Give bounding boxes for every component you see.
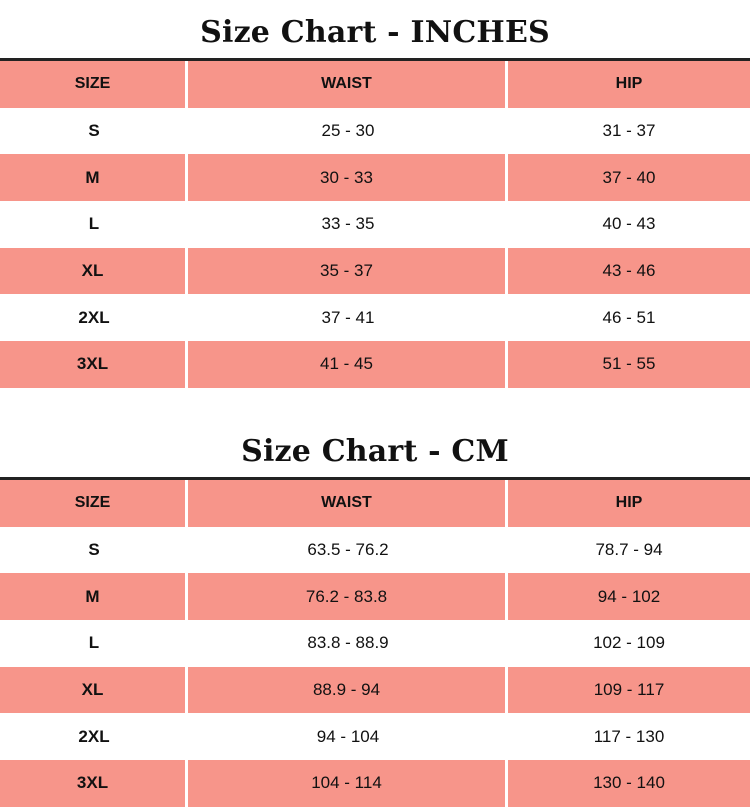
cm-chart-title: Size Chart - CM [241, 433, 509, 469]
size-cell: XL [0, 248, 185, 295]
header-hip: HIP [508, 61, 750, 108]
size-cell: L [88, 214, 100, 234]
table-row [0, 154, 750, 201]
table-row [0, 527, 750, 574]
size-cell: S [88, 540, 100, 560]
waist-cell: 30 - 33 [188, 154, 505, 201]
size-cell: M [0, 573, 185, 620]
waist-cell: 35 - 37 [188, 248, 505, 295]
size-cell: 3XL [0, 760, 185, 807]
waist-cell: 63.5 - 76.2 [307, 540, 389, 560]
table-row [0, 294, 750, 341]
hip-cell: 31 - 37 [602, 121, 656, 141]
waist-cell: 76.2 - 83.8 [188, 573, 505, 620]
hip-cell: 40 - 43 [602, 214, 656, 234]
size-cell: L [88, 633, 100, 653]
hip-cell: 78.7 - 94 [595, 540, 663, 560]
table-row [0, 341, 750, 388]
table-row [0, 108, 750, 155]
header-waist: WAIST [188, 480, 505, 527]
size-cell: 3XL [0, 341, 185, 388]
table-row [0, 620, 750, 667]
header-size: SIZE [0, 480, 185, 527]
waist-cell: 94 - 104 [316, 726, 380, 746]
hip-cell: 51 - 55 [508, 341, 750, 388]
hip-cell: 43 - 46 [508, 248, 750, 295]
size-cell: 2XL [78, 726, 110, 746]
hip-cell: 130 - 140 [508, 760, 750, 807]
header-hip: HIP [508, 480, 750, 527]
hip-cell: 117 - 130 [593, 726, 665, 746]
waist-cell: 37 - 41 [321, 307, 375, 327]
size-cell: XL [0, 667, 185, 714]
table-row [0, 201, 750, 248]
table-header-row [0, 61, 750, 108]
waist-cell: 25 - 30 [321, 121, 375, 141]
size-cell: 2XL [78, 307, 110, 327]
waist-cell: 33 - 35 [321, 214, 375, 234]
waist-cell: 104 - 114 [188, 760, 505, 807]
cm-size-table [0, 480, 750, 807]
size-cell: M [0, 154, 185, 201]
waist-cell: 41 - 45 [188, 341, 505, 388]
waist-cell: 88.9 - 94 [188, 667, 505, 714]
header-waist: WAIST [188, 61, 505, 108]
inches-size-table [0, 61, 750, 388]
table-row [0, 760, 750, 807]
table-row [0, 713, 750, 760]
hip-cell: 37 - 40 [508, 154, 750, 201]
hip-cell: 46 - 51 [602, 307, 656, 327]
header-size: SIZE [0, 61, 185, 108]
inches-chart-title: Size Chart - INCHES [200, 14, 550, 50]
size-cell: S [88, 121, 100, 141]
hip-cell: 102 - 109 [593, 633, 665, 653]
table-row [0, 573, 750, 620]
hip-cell: 94 - 102 [508, 573, 750, 620]
hip-cell: 109 - 117 [508, 667, 750, 714]
waist-cell: 83.8 - 88.9 [307, 633, 389, 653]
table-row [0, 248, 750, 295]
table-row [0, 667, 750, 714]
table-header-row [0, 480, 750, 527]
